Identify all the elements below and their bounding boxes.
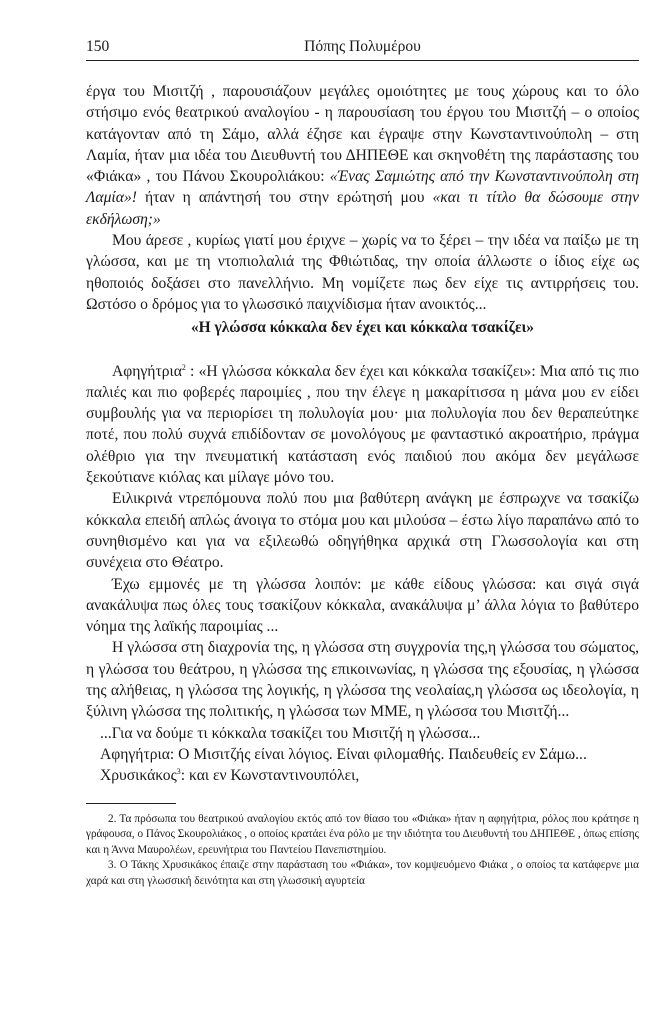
footnote-divider (86, 803, 176, 804)
footnote-3: 3. Ο Τάκης Χρυσικάκος έπαιζε στην παράσταση του «Φιάκα», τον κομψευόμενο Φιάκα , ο οποίος τα κατάφερνε μια χαρά και στη γλωσσική δεινότητα και στη γλωσσική αγυρτεία (86, 859, 639, 887)
paragraph-3: Αφηγήτρια$^2$ : «Η γλώσσα κόκκαλα δεν έχει και κόκκαλα τσακίζει»: Μια από τις πιο παλιές και πιο φοβερές παροιμίες , που την έλεγε η μακαρίτισσα η μάνα μου εν είδει συμβουλής για να περιορίσει τη πολυλογία μου· μια πολυλογία που δεν θεραπεύτηκε ποτέ, που πολύ συχνά επιδίδονταν σε μονολόγους με φανταστικό ακροατήριο, πράγμα ολέθριο για την πνευματική κατάσταση ενός παιδιού που ακόμα δεν μεγάλωσε ξεκούτιανε κιόλας και μίλαγε μόνο του. (86, 362, 639, 487)
footnote-ref[interactable]: 2 (181, 362, 186, 372)
running-title: Πόπης Πολυμέρου (304, 38, 421, 55)
paragraph-5: Έχω εμμονές με τη γλώσσα λοιπόν: με κάθε είδους γλώσσα: και σιγά σιγά ανακάλυψα πως όλες τους τσακίζουν κόκκαλα, ανακάλυψα μ’ άλλα λόγια το βαθύτερο νόημα της λαϊκής παροιμίας ... (86, 575, 639, 636)
italic-quote: «και τι τίτλο θα δώσουμε στην εκδήλωση;» (86, 189, 639, 228)
paragraph-9: Χρυσικάκος$^3$: και εν Κωνσταντινουπόλει, (100, 767, 360, 785)
footnotes (86, 812, 639, 890)
paragraph-6: Η γλώσσα στη διαχρονία της, η γλώσσα στη συγχρονία της,η γλώσσα του σώματος, η γλώσσα του θεάτρου, η γλώσσα της επικοινωνίας, η γλώσσα της εξουσίας, η γλώσσα της αλήθειας, η γλώσσα της λογικής, η γλώσσα της νεολαίας,η γλώσσα ως ιδεολογία, η ξύλινη γλώσσα της πολιτικής, η γλώσσα των ΜΜΕ, η γλώσσα του Μισιτζή... (86, 639, 639, 721)
footnote-ref[interactable]: 3 (176, 767, 181, 777)
main-text (86, 81, 639, 787)
paragraph-8: Αφηγήτρια: Ο Μισιτζής είναι λόγιος. Είναι φιλομαθής. Παιδευθείς εν Σάμω... (100, 745, 587, 763)
italic-quote: «Ένας Σαμιώτης από την Κωνσταντινούπολη στη Λαμία»! (86, 168, 639, 207)
section-heading: «Η γλώσσα κόκκαλα δεν έχει και κόκκαλα τσακίζει» (190, 319, 534, 337)
paragraph-1: έργα του Μισιτζή , παρουσιάζουν μεγάλες ομοιότητες με τους χώρους και το όλο στήσιμο ενός θεατρικού αναλογίου - η παρουσίαση του έργου του Μισιτζή – ο οποίος κατάγονταν από τη Σάμο, αλλά έζησε και έγραψε στην Κωνσταντινούπολη – στη Λαμία, ήταν μια ιδέα του Διευθυντή του ΔΗΠΕΘΕ και σκηνοθέτη της παράστασης του «Φιάκα» , του Πάνου Σκουρολιάκου: «Ένας Σαμιώτης από την Κωνσταντινούπολη στη Λαμία»! ήταν η απάντησή του στην ερώτησή μου «και τι τίτλο θα δώσουμε στην εκδήλωση;» (86, 83, 639, 228)
paragraph-4: Ειλικρινά ντρεπόμουνα πολύ που μια βαθύτερη ανάγκη με έσπρωχνε να τσακίζω κόκκαλα επειδή απλώς άνοιγα το στόμα μου και μιλούσα – έστω λίγο παραπάνω από το συνηθισμένο και για να εξιλεωθώ οδηγήθηκα αρχικά στη Γλωσσολογία και στη συνέχεια στο Θέατρο. (86, 490, 639, 572)
speaker-name: Αφηγήτρια (112, 362, 182, 380)
book-page (86, 34, 639, 889)
speaker-name: Χρυσικάκος (100, 767, 177, 785)
footnote-2: 2. Τα πρόσωπα του θεατρικού αναλογίου εκτός από τον θίασο του «Φιάκα» ήταν η αφηγήτρια, ρόλος που κράτησε η γράφουσα, ο Πάνος Σκουρολιάκος , ο οποίος κρατάει ένα ρόλο με την ιδιότητα του Διευθυντή του ΔΗΠΕΘΕ , όπως επίσης και η Άννα Μαυρολέων, ερευνήτρια του Παντείου Πανεπιστημίου. (86, 812, 639, 856)
page-header (86, 34, 639, 61)
paragraph-2: Μου άρεσε , κυρίως γιατί μου έριχνε – χωρίς να το ξέρει – την ιδέα να παίξω με τη γλώσσα, και με τη ντοπιολαλιά της Φθιώτιδας, την οποία άλλωστε ο ίδιος είχε ως ηθοποιός δοξάσει στο πανελλήνιο. Μη νομίζετε πως δεν είχε τις αντιρρήσεις του. Ωστόσο ο δρόμος για το γλωσσικό παιχνίδισμα ήταν ανοικτός... (86, 232, 639, 313)
paragraph-7: ...Για να δούμε τι κόκκαλα τσακίζει του Μισιτζή η γλώσσα... (100, 724, 481, 742)
page-number: 150 (86, 38, 110, 55)
